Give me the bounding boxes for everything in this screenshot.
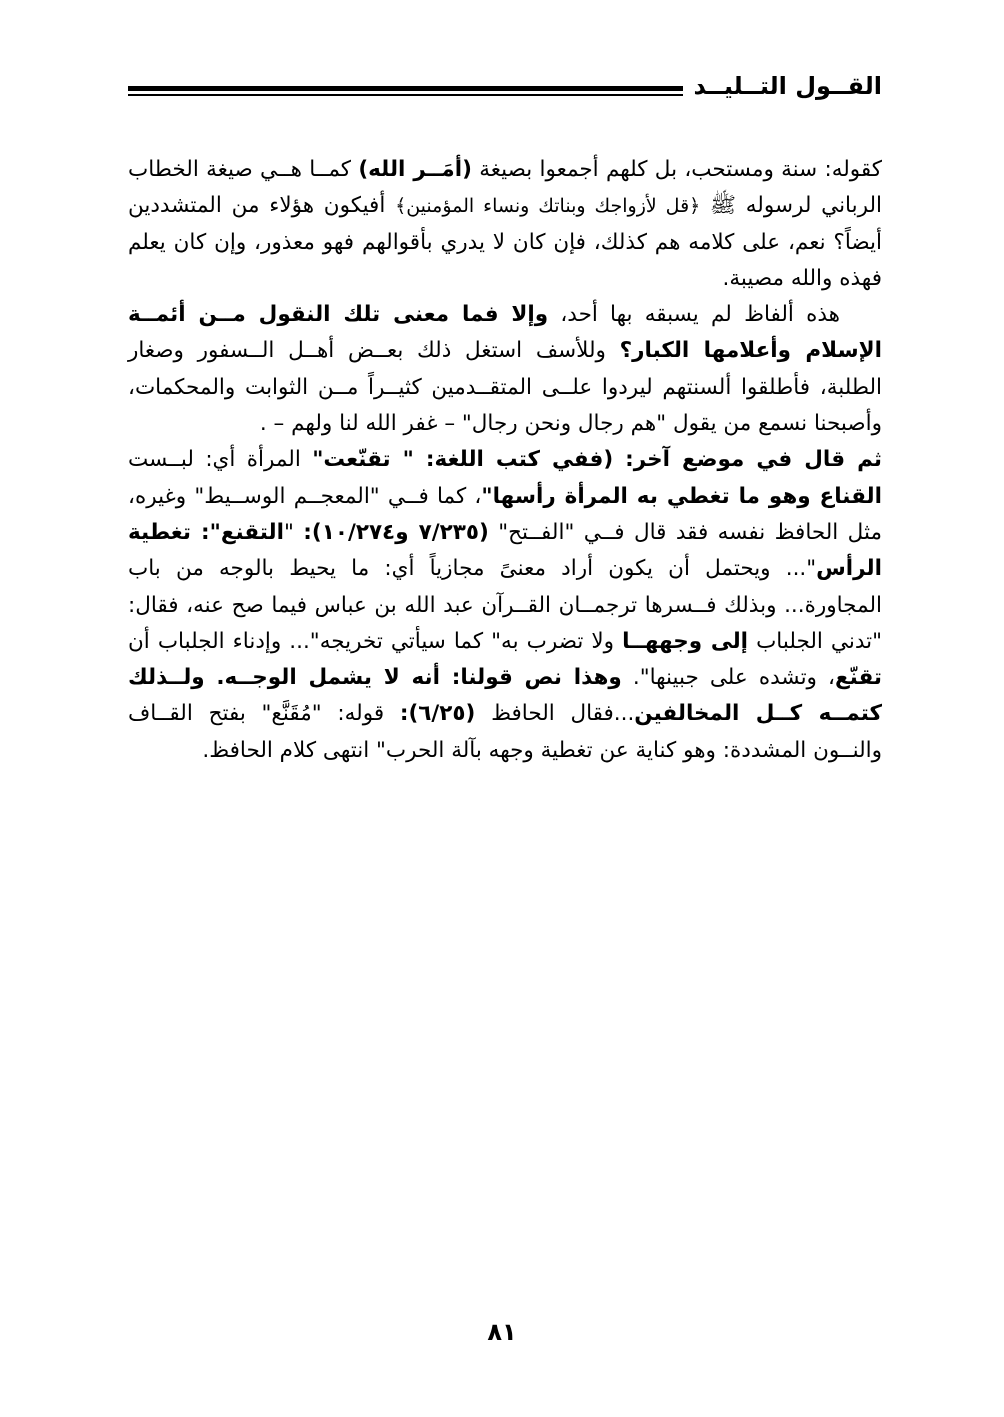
p1-text-a: كقوله: سنة ومستحب، بل كلهم أجمعوا بصيغة	[471, 157, 883, 182]
header-title: القــول التــليــد	[693, 72, 882, 100]
p3-text-d: ، كما فــي "المعجــم الوســيط" وغيره، مثل الحافظ نفسه فقد قال فــي "الفــتح"	[128, 483, 882, 545]
p3-bold-m: وهذا نص قولنا: أنه لا يشمل الوجــه. ولــذلك كتمــه كــل المخالفين	[128, 665, 882, 727]
p1-bold-b: (أمَــر الله)	[358, 157, 472, 182]
p3-bold-e: (٧/٢٣٥ و١٠/٢٧٤):	[303, 519, 489, 545]
p3-bold-k: تقنّع	[834, 665, 882, 691]
p3-text-p: قوله: "مُقَنَّع" بفتح القــاف والنــون المشددة: وهو كناية عن تغطية وجهه بآلة الحرب" انتهى كلام الحافظ.	[128, 701, 882, 763]
p3-text-h: "... ويحتمل أن يكون أراد معنىً مجازياً أي: ما يحيط بالوجه من باب المجاورة... وبذلك فــسرها ترجمــان القــرآن عبد الله بن عباس فيما صح عنه، فقال: "تدني الجلباب	[128, 556, 882, 654]
p3-bold-g: التقنع": تغطية الرأس	[128, 519, 882, 582]
p2-text-c: وللأسف استغل ذلك بعــض أهــل الــسفور وصغار الطلبة، فأطلقوا ألسنتهم ليردوا علــى المتقــدمين كثيــراً مــن الثوابت والمحكمات، وأصبحنا نسمع من يقول "هم رجال ونحن رجال" – غفر الله لنا ولهم – .	[128, 338, 882, 437]
header-rule	[128, 86, 683, 96]
p3-bold-o: (٦/٢٥):	[399, 701, 476, 727]
p3-bold-c: القناع وهو ما تغطي به المرأة رأسها"	[481, 483, 882, 509]
p2-text-a: هذه ألفاظ لم يسبقه بها أحد،	[548, 302, 841, 328]
p3-text-f: "	[283, 519, 304, 545]
p3-text-b: المرأة أي: لبــست	[128, 447, 313, 473]
p1-text-d: أفيكون هؤلاء من المتشددين أيضاً؟ نعم، على كلامه هم كذلك، فإن كان لا يدري بأقوالهم فهو معذور، وإن كان يعلم فهذه والله مصيبة.	[128, 193, 882, 291]
running-header	[128, 70, 882, 110]
body-text	[128, 152, 882, 769]
paragraph-1	[128, 152, 882, 297]
p2-bold-b: وإلا فما معنى تلك النقول مــن أئمــة الإسلام وأعلامها الكبار؟	[128, 302, 882, 364]
page-number: ٨١	[487, 1318, 517, 1346]
p3-text-j: ولا تضرب به" كما سيأتي تخريجه"... وإدناء الجلباب أن	[128, 628, 623, 654]
p3-text-n: ...فقال الحافظ	[475, 701, 635, 727]
p1-text-c: كمــا هــي صيغة الخطاب الرباني لرسوله ﷺ	[128, 157, 882, 219]
paragraph-2	[128, 297, 882, 442]
paragraph-3	[128, 442, 882, 769]
p3-bold-i: إلى وجههــا	[622, 628, 749, 654]
quran-verse: ﴿قل لأزواجك وبناتك ونساء المؤمنين﴾	[395, 195, 701, 218]
p3-text-l: ، وتشده على جبينها".	[621, 665, 835, 691]
p3-bold-a: ثم قال في موضع آخر: (ففي كتب اللغة: " تقنّعت"	[312, 447, 883, 473]
